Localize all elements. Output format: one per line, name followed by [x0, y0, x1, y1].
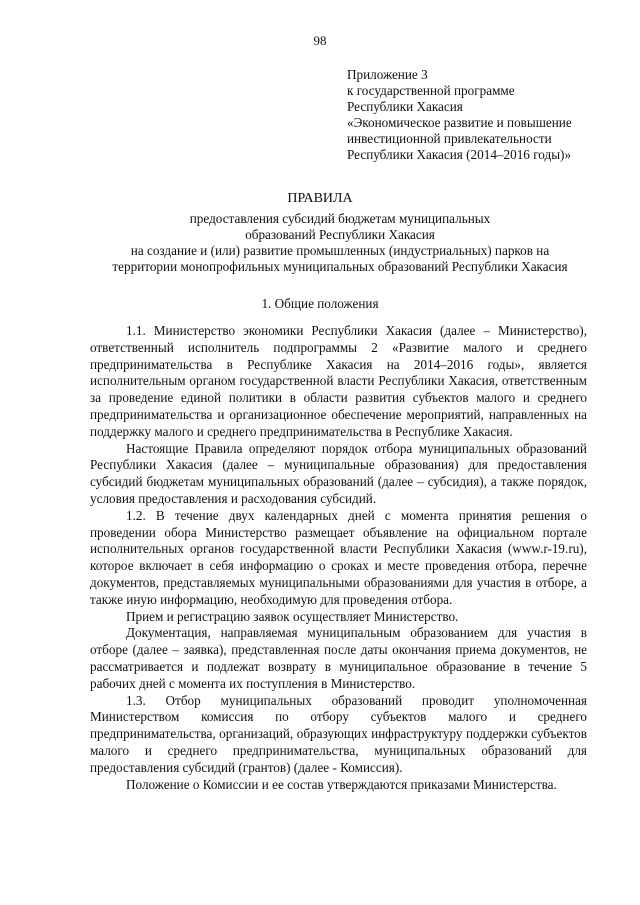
appendix-line: «Экономическое развитие и повышение: [347, 115, 572, 130]
paragraph: 1.1. Министерство экономики Республики Хакасия (далее – Министерство), ответственный исполнитель подпрограммы 2 «Развитие малого и среднего предпринимательства в Республике Хакасия на 2014–2016 годы», является исполнительным органом государственной власти Республики Хакасия, ответственным за проведение единой политики в области развития субъектов малого и среднего предпринимательства и организационное обеспечение мероприятий, направленных на поддержку малого и среднего предпринимательства в Республике Хакасия.: [90, 323, 587, 439]
paragraph: 1.2. В течение двух календарных дней с момента принятия решения о проведении обора Министерство размещает объявление на официальном портале исполнительных органов государственной власти Республики Хакасия (www.r-19.ru), которое включает в себя информацию о сроках и месте проведения отбора, перечне документов, представляемых муниципальными образованиями для участия в отборе, а также иную информацию, необходимую для проведения отбора.: [90, 507, 587, 607]
document-title: ПРАВИЛА: [287, 191, 353, 206]
appendix-line: Приложение 3: [347, 67, 428, 82]
appendix-block: [347, 67, 627, 163]
appendix-line: Республики Хакасия (2014–2016 годы)»: [347, 147, 572, 162]
subtitle-line: образований Республики Хакасия: [245, 227, 435, 242]
subtitle-line: территории монопрофильных муниципальных образований Республики Хакасия: [112, 259, 568, 274]
paragraph: Прием и регистрацию заявок осуществляет Министерство.: [126, 608, 459, 624]
document-subtitle: [90, 211, 590, 275]
appendix-line: инвестиционной привлекательности: [347, 131, 552, 146]
paragraph: Положение о Комиссии и ее состав утверждаются приказами Министерства.: [126, 776, 557, 792]
page-number: 98: [313, 33, 327, 48]
document-body: [90, 323, 587, 793]
appendix-line: к государственной программе: [347, 83, 515, 98]
appendix-line: Республики Хакасия: [347, 99, 463, 114]
subtitle-line: предоставления субсидий бюджетам муниципальных: [189, 211, 491, 226]
section-heading: 1. Общие положения: [261, 296, 379, 311]
paragraph: Документация, направляемая муниципальным образованием для участия в отборе (далее – заявка), представленная после даты окончания приема документов, не рассматривается и подлежат возврату в муниципальное образование в течение 5 рабочих дней с момента их поступления в Министерство.: [90, 625, 587, 691]
paragraph: 1.3. Отбор муниципальных образований проводит уполномоченная Министерством комиссия по отбору субъектов малого и среднего предпринимательства, организаций, образующих инфраструктуру поддержки субъектов малого и среднего предпринимательства, муниципальных образований для предоставления субсидий (грантов) (далее - Комиссия).: [90, 692, 587, 775]
paragraph: Настоящие Правила определяют порядок отбора муниципальных образований Республики Хакасия (далее – муниципальные образования) для предоставления субсидий бюджетам муниципальных образований (далее – субсидия), а также порядок, условия предоставления и расходования субсидий.: [90, 440, 587, 506]
subtitle-line: на создание и (или) развитие промышленных (индустриальных) парков на: [130, 243, 550, 258]
